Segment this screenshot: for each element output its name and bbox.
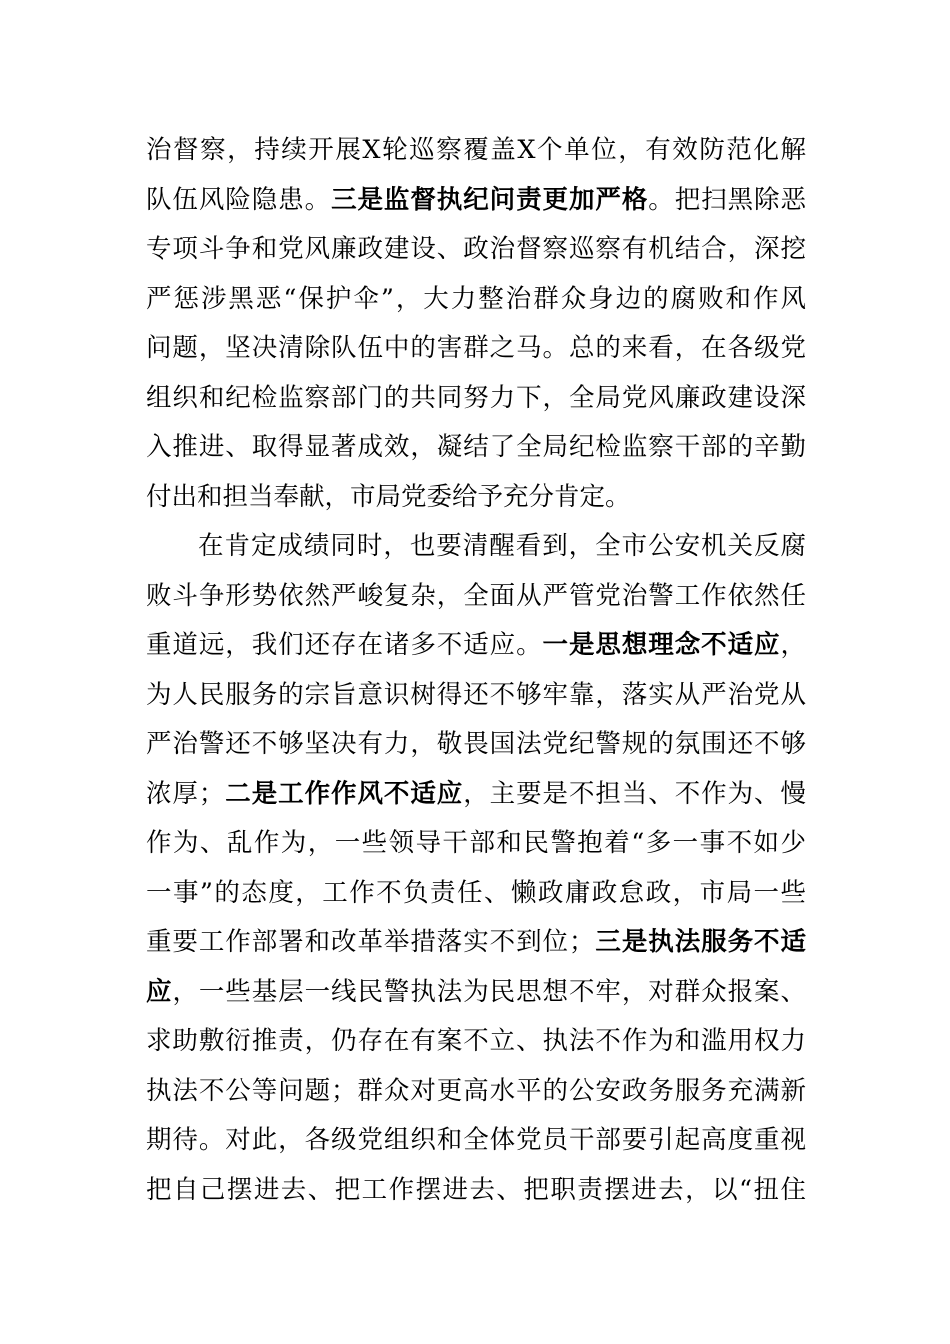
text-segment: 重要工作部署和改革举措落实不到位；	[146, 927, 595, 957]
text-line	[146, 621, 806, 671]
text-line	[146, 473, 806, 523]
text-line	[146, 176, 806, 226]
text-segment: 为人民服务的宗旨意识树得还不够牢靠，落实从严治党从	[146, 679, 806, 710]
text-segment: 严治警还不够坚决有力，敬畏国法党纪警规的氛围还不够	[146, 729, 806, 759]
bold-text-segment: 二是工作作风不适应	[224, 778, 464, 809]
text-line	[146, 671, 806, 721]
text-segment: 期待。对此，各级党组织和全体党员干部要引起高度重视	[146, 1125, 806, 1155]
text-segment: 问题，坚决清除队伍中的害群之马。总的来看，在各级党	[146, 333, 806, 363]
text-line	[146, 1116, 806, 1166]
text-line	[146, 423, 806, 473]
text-line	[146, 324, 806, 374]
text-line	[146, 819, 806, 869]
text-line	[146, 225, 806, 275]
text-segment: 组织和纪检监察部门的共同努力下，全局党风廉政建设深	[146, 382, 806, 413]
text-line	[146, 770, 806, 820]
text-line	[146, 522, 806, 572]
body-text	[146, 126, 806, 1215]
text-line	[146, 720, 806, 770]
text-segment: ，主要是不担当、不作为、慢	[463, 778, 806, 809]
text-line	[146, 374, 806, 424]
text-line	[146, 572, 806, 622]
text-segment: 专项斗争和党风廉政建设、政治督察巡察有机结合，深挖	[146, 234, 806, 264]
text-segment: 付出和担当奉献，市局党委给予充分肯定。	[146, 481, 631, 512]
bold-text-segment: 应	[146, 976, 173, 1007]
text-segment: 作为、乱作为，一些领导干部和民警抱着“多一事不如少	[146, 828, 806, 858]
text-segment: ，一些基层一线民警执法为民思想不牢，对群众报案、	[172, 976, 806, 1007]
text-line	[146, 275, 806, 325]
text-segment: ，	[780, 630, 806, 660]
text-segment: 败斗争形势依然严峻复杂，全面从严管党治警工作依然任	[146, 580, 806, 611]
text-segment: 重道远，我们还存在诸多不适应。	[146, 630, 543, 660]
text-segment: 求助敷衍推责，仍存在有案不立、执法不作为和滥用权力	[146, 1026, 806, 1056]
text-line	[146, 1067, 806, 1117]
text-segment: 一事”的态度，工作不负责任、懒政庸政怠政，市局一些	[146, 877, 806, 908]
text-segment: 在肯定成绩同时，也要清醒看到，全市公安机关反腐	[198, 531, 806, 561]
text-segment: 执法不公等问题；群众对更高水平的公安政务服务充满新	[146, 1075, 806, 1106]
text-line	[146, 126, 806, 176]
text-line	[146, 1166, 806, 1216]
text-line	[146, 869, 806, 919]
text-line	[146, 968, 806, 1018]
bold-text-segment: 三是执法服务不适	[594, 927, 806, 957]
text-segment: 入推进、取得显著成效，凝结了全局纪检监察干部的辛勤	[146, 432, 806, 462]
text-segment: 浓厚；	[146, 778, 225, 809]
text-segment: 队伍风险隐患。	[146, 184, 332, 215]
bold-text-segment: 三是监督执纪问责更加严格	[331, 184, 649, 215]
text-segment: 。把扫黑除恶	[648, 184, 806, 215]
text-line	[146, 1017, 806, 1067]
text-segment: 治督察，持续开展X轮巡察覆盖X个单位，有效防范化解	[146, 135, 806, 165]
bold-text-segment: 一是思想理念不适应	[542, 630, 781, 660]
text-segment: 把自己摆进去、把工作摆进去、把职责摆进去，以“扭住	[146, 1174, 806, 1205]
text-line	[146, 918, 806, 968]
text-segment: 严惩涉黑恶“保护伞”，大力整治群众身边的腐败和作风	[146, 283, 806, 314]
